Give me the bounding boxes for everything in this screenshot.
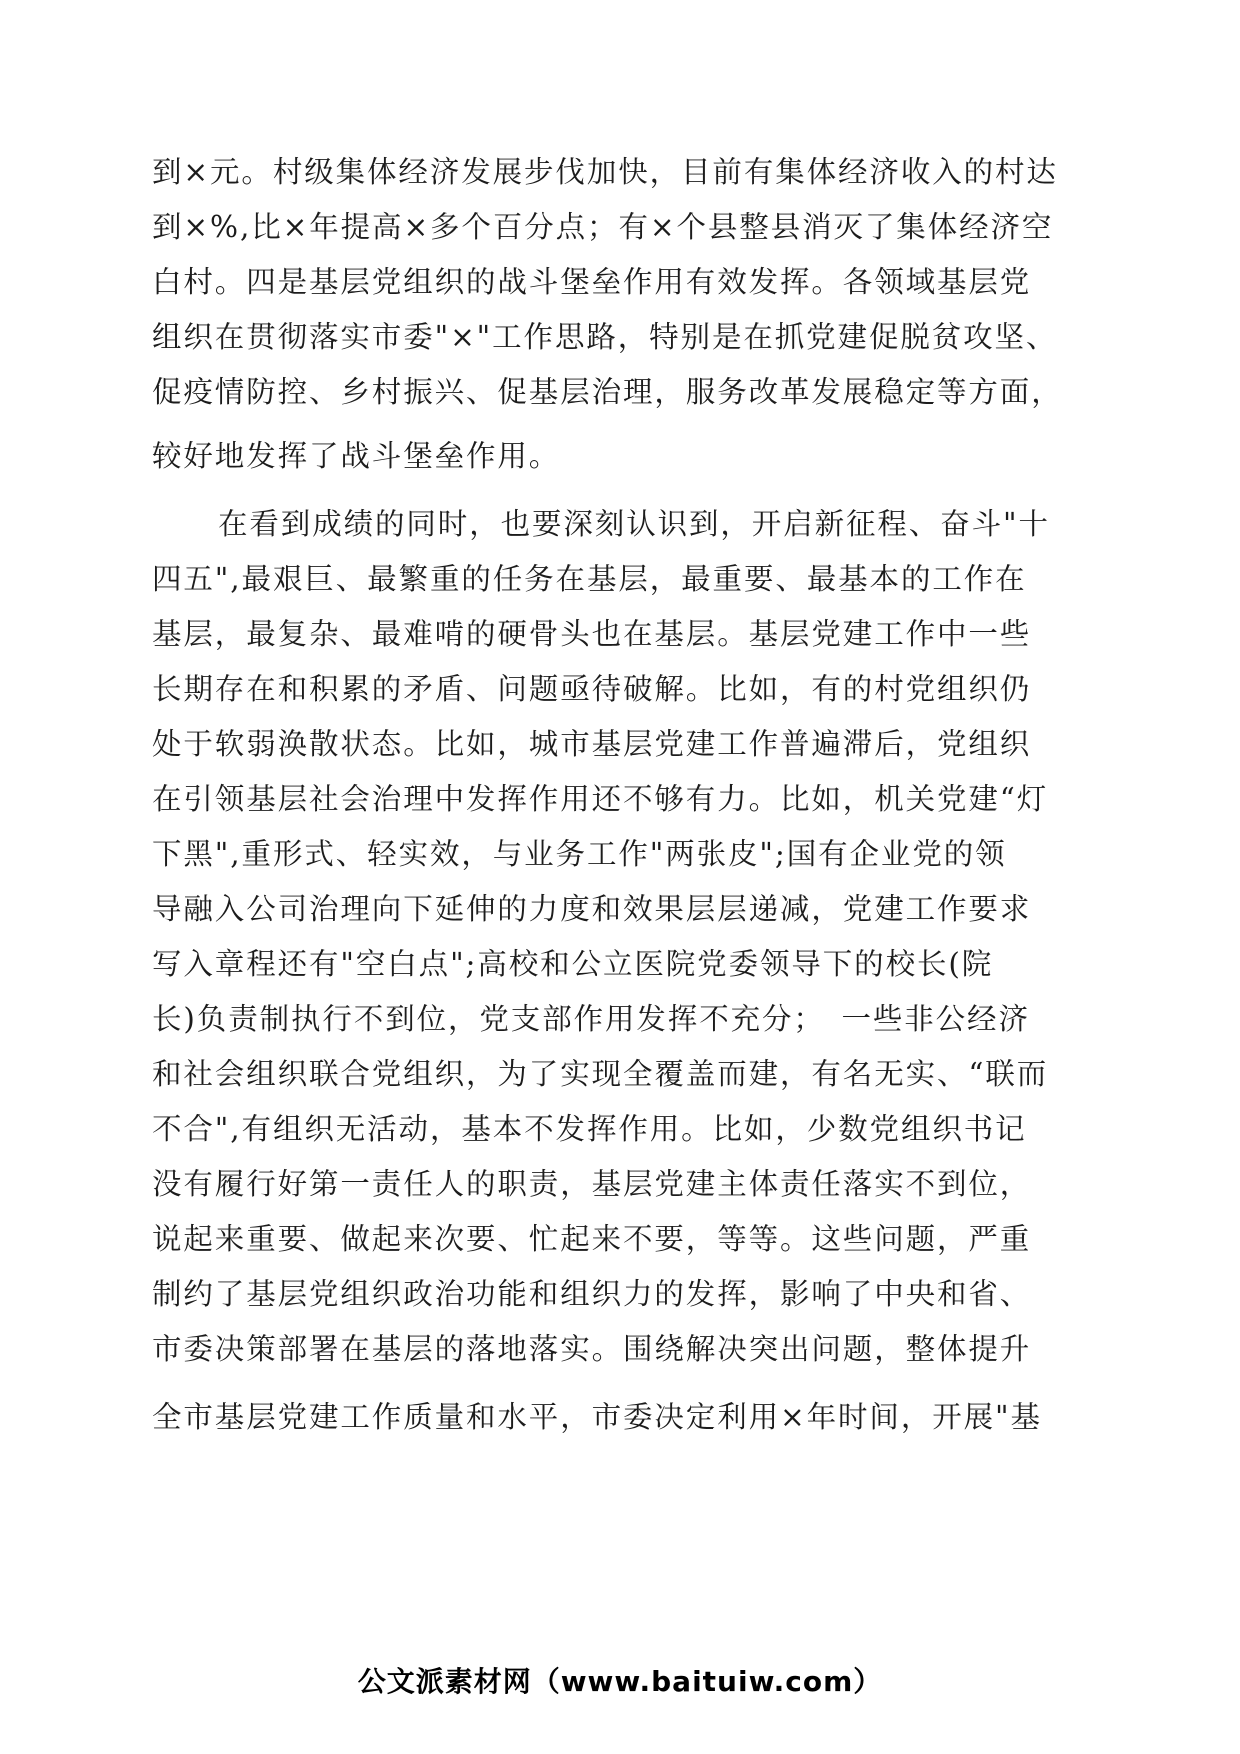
text-line: 市委决策部署在基层的落地落实。围绕解决突出问题，整体提升 <box>152 1332 1032 1366</box>
text-line: 较好地发挥了战斗堡垒作用。 <box>152 439 561 473</box>
text-line: 下黑",重形式、轻实效，与业务工作"两张皮";国有企业党的领 <box>152 837 1007 871</box>
text-line: 在引领基层社会治理中发挥作用还不够有力。比如，机关党建“灯 <box>152 782 1049 816</box>
text-line: 不合",有组织无活动，基本不发挥作用。比如，少数党组织书记 <box>152 1112 1027 1146</box>
text-line: 组织在贯彻落实市委"×"工作思路，特别是在抓党建促脱贫攻坚、 <box>152 320 1058 354</box>
text-line: 制约了基层党组织政治功能和组织力的发挥，影响了中央和省、 <box>152 1277 1032 1311</box>
text-line: 到×元。村级集体经济发展步伐加快，目前有集体经济收入的村达 <box>152 155 1058 189</box>
text-line: 处于软弱涣散状态。比如，城市基层党建工作普遍滞后，党组织 <box>152 727 1032 761</box>
footer-watermark: 公文派素材网（www.baituiw.com） <box>357 1665 883 1698</box>
text-line: 没有履行好第一责任人的职责，基层党建主体责任落实不到位， <box>152 1167 1032 1201</box>
text-line: 白村。四是基层党组织的战斗堡垒作用有效发挥。各领域基层党 <box>152 265 1032 299</box>
text-line: 写入章程还有"空白点";高校和公立医院党委领导下的校长(院 <box>152 947 994 981</box>
text-line: 促疫情防控、乡村振兴、促基层治理，服务改革发展稳定等方面， <box>152 375 1063 409</box>
text-line: 基层，最复杂、最难啃的硬骨头也在基层。基层党建工作中一些 <box>152 617 1032 651</box>
text-line: 说起来重要、做起来次要、忙起来不要，等等。这些问题，严重 <box>152 1222 1032 1256</box>
text-line: 长期存在和积累的矛盾、问题亟待破解。比如，有的村党组织仍 <box>152 672 1032 706</box>
text-line: 和社会组织联合党组织，为了实现全覆盖而建，有名无实、“联而 <box>152 1057 1049 1091</box>
text-line: 长)负责制执行不到位，党支部作用发挥不充分； 一些非公经济 <box>152 1002 1030 1036</box>
text-line: 四五",最艰巨、最繁重的任务在基层，最重要、最基本的工作在 <box>152 562 1027 596</box>
text-line: 到×%,比×年提高×多个百分点；有×个县整县消灭了集体经济空 <box>152 210 1054 244</box>
text-line: 导融入公司治理向下延伸的力度和效果层层递减，党建工作要求 <box>152 892 1032 926</box>
text-line: 全市基层党建工作质量和水平，市委决定利用×年时间，开展"基 <box>152 1400 1042 1434</box>
paragraph-first-line: 在看到成绩的同时，也要深刻认识到，开启新征程、奋斗"十 <box>218 507 1050 541</box>
